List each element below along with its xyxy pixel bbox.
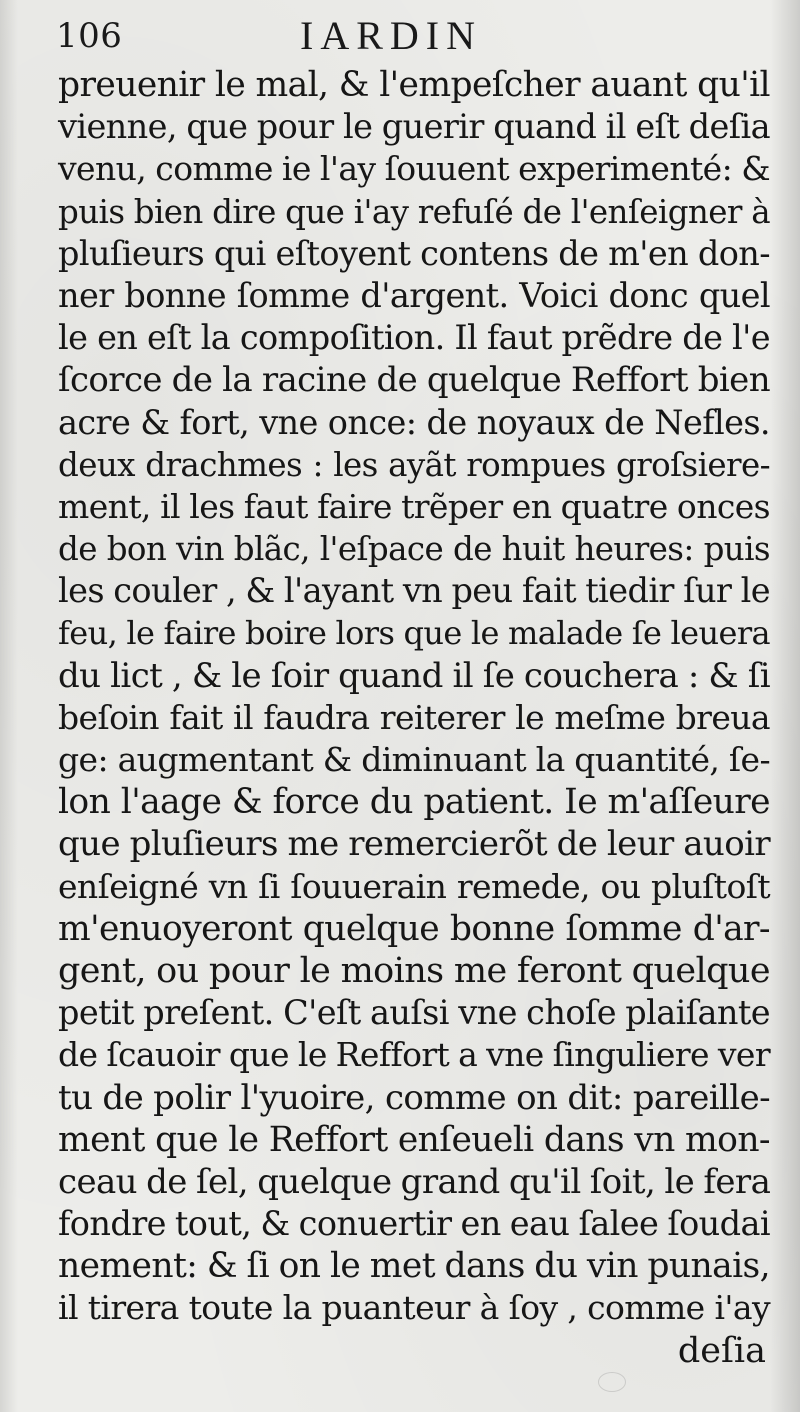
text-line: acre & fort, vne once: de noyaux de Nefles. [58,402,770,442]
text-line: beſoin fait il faudra reiterer le meſme breua [58,697,770,737]
text-line: ment, il les faut faire trẽper en quatre onces [58,486,770,526]
text-line: gent, ou pour le moins me feront quelque [58,950,770,991]
text-line: les couler , & l'ayant vn peu fait tiedir ſur le [58,571,770,611]
page-number: 106 [56,16,123,56]
text-line: ge: augmentant & diminuant la quantité, ſe- [58,740,770,779]
text-line: venu, comme ie l'ay ſouuent experimenté: & [58,149,770,189]
text-line: ſcorce de la racine de quelque Reffort bien [58,360,770,401]
text-line: que pluſieurs me remercierõt de leur auoir [58,824,770,865]
catchword: deſia [677,1330,766,1371]
text-line: tu de polir l'yuoire, comme on dit: pareille- [58,1077,770,1118]
text-line: puis bien dire que i'ay refuſé de l'enſeigner à [58,192,770,231]
text-line: ceau de ſel, quelque grand qu'il ſoit, le fera [58,1161,771,1202]
text-line: ment que le Reffort enſeueli dans vn mon- [58,1119,770,1160]
text-line: deux drachmes : les ayãt rompues groſsiere- [58,445,770,484]
text-line: feu, le faire boire lors que le malade ſe leuera [58,614,770,653]
text-line: de ſcauoir que le Reffort a vne ſinguliere ver [58,1035,770,1075]
text-line: il tirera toute la puanteur à ſoy , comme i'ay [58,1288,770,1328]
text-line: le en eſt la compoſition. Il faut prẽdre de l'e [58,318,770,358]
text-line: lon l'aage & force du patient. Ie m'aſſeure [58,782,770,823]
text-line: nement: & ſi on le met dans du vin punais, [58,1246,770,1287]
text-line: du lict , & le ſoir quand il ſe couchera : & ſi [58,655,770,696]
ink-smudge [598,1372,626,1392]
text-line: ner bonne ſomme d'argent. Voici donc quel [58,275,770,315]
text-line: pluſieurs qui eſtoyent contens de m'en don- [58,233,770,273]
text-line: vienne, que pour le guerir quand il eſt deſia [58,107,770,147]
catchword-row [58,1330,770,1372]
text-line: preuenir le mal, & l'empeſcher auant qu'il [58,65,770,105]
running-title: IARDIN [300,13,482,58]
text-line: m'enuoyeront quelque bonne ſomme d'ar- [58,908,770,949]
running-head [0,6,800,66]
text-line: fondre tout, & conuertir en eau ſalee ſoudai [58,1204,770,1244]
body-text [58,64,770,1372]
text-line: petit preſent. C'eſt auſsi vne choſe plaiſante [58,993,770,1033]
text-line: enſeigné vn ſi ſouuerain remede, ou pluſtoſt [58,866,770,906]
text-line: de bon vin blãc, l'eſpace de huit heures: puis [58,530,770,569]
